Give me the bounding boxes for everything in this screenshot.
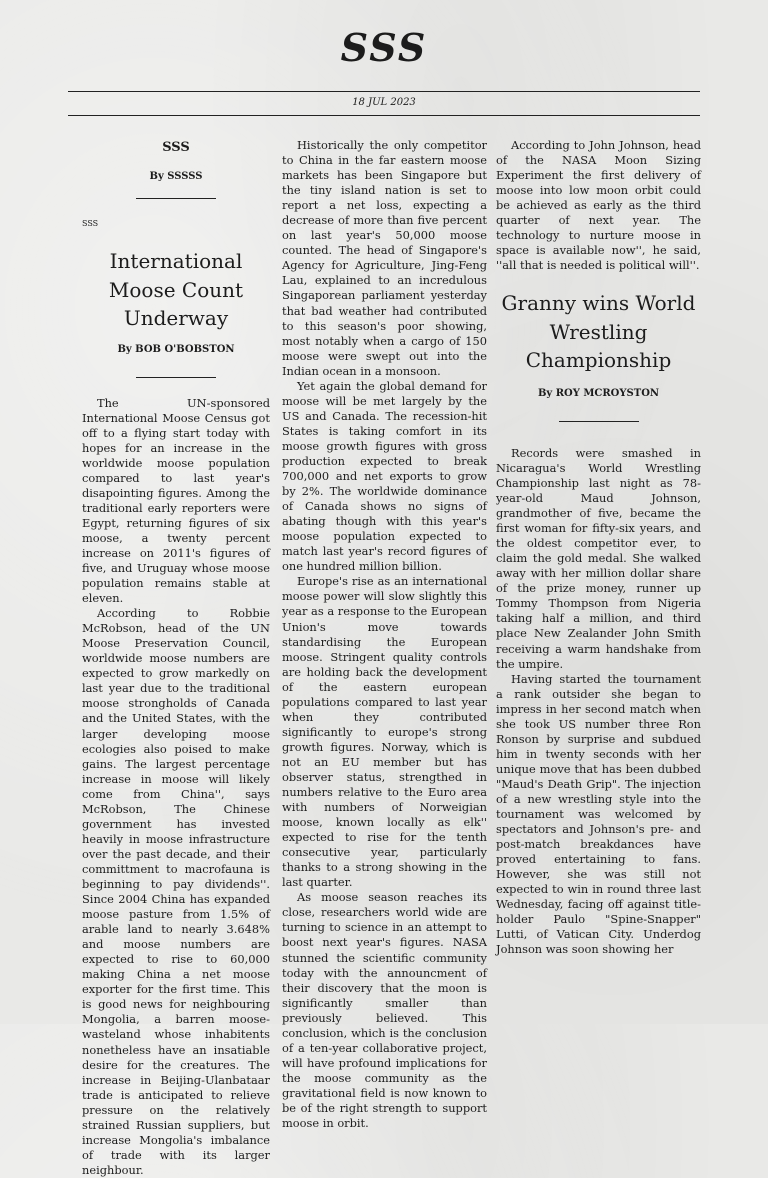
masthead-rule-bottom [68, 115, 700, 116]
section-note: SSS [82, 219, 99, 228]
article-paragraph: As moose season reaches its close, researchers world wide are turning to science in an attempt to boost next year's figures. NASA stunned the scientific community today with the announcment of their discovery that the moon is significantly smaller than previously believed. This conclusion, which is the conclusion of a ten-year collaborative project, will have profound implications for the moose community as the gravitational field is now known to be of the right strength to support moose in orbit. [282, 890, 487, 1131]
article-1-headline: International Moose Count Underway [108, 249, 244, 330]
article-paragraph: Europe's rise as an international moose power will slow slightly this year as a response to the European Union's move towards standardising the European moose. Stringent quality controls are holding back the development of the eastern european populations compared to last year when they contributed significantly to europe's strong growth figures. Norway, which is not an EU member but has observer status, strengthed in numbers relative to the Euro area with numbers of Norweigian moose, known locally as elk'' expected to rise for the tenth consecutive year, particularly thanks to a strong showing in the last quarter. [282, 574, 487, 890]
masthead-rule-top [68, 91, 700, 92]
section-byline: By SSSSS [149, 171, 203, 182]
article-2-body [496, 446, 701, 958]
masthead: SSS [340, 25, 428, 70]
article-1-body-end [496, 138, 701, 273]
section-rule [136, 198, 216, 199]
column-2 [282, 138, 487, 1131]
article-2-headline: Granny wins World Wrestling Championship [501, 291, 696, 373]
article-paragraph: Having started the tournament a rank outsider she began to impress in her second match when she took US number three Ron Ronson by surprise and subdued him in twenty seconds with her unique move that has been dubbed "Maud's Death Grip". The injection of a new wrestling style into the tournament was welcomed by spectators and Johnson's pre- and post-match breakdances have proved entertaining to fans. However, she was still not expected to win in round three last Wednesday, facing off against title-holder Paulo "Spine-Snapper" Lutti, of Vatican City. Underdog Johnson was soon showing her [496, 671, 701, 957]
article-paragraph: Records were smashed in Nicaragua's World Wrestling Championship last night as 78-year-old Maud Johnson, grandmother of five, became the first woman for fifty-six years, and the oldest competitor ever, to claim the gold medal. She walked away with her million dollar share of the prize money, runner up Tommy Thompson from Nigeria taking half a million, and third place New Zealander John Smith receiving a warm handshake from the umpire. [496, 445, 701, 671]
article-1-body [82, 396, 270, 1178]
article-1-body-continued [282, 138, 487, 1131]
column-1 [82, 138, 270, 1177]
column-3 [496, 138, 701, 1018]
article-paragraph: According to Robbie McRobson, head of the UN Moose Preservation Council, worldwide moose numbers are expected to grow markedly on last year due to the traditional moose strongholds of Canada and the United States, with the larger developing moose ecologies also poised to make gains. The largest percentage increase in moose will likely come from China'', says McRobson, The Chinese government has invested heavily in moose infrastructure over the past decade, and their committment to macrofauna is beginning to pay dividends''. Since 2004 China has expanded moose pasture from 1.5% of arable land to nearly 3.648% and moose numbers are expected to rise to 60,000 making China a net moose exporter for the first time. This is good news for neighbouring Mongolia, a barren moose-wasteland whose inhabitents nonetheless have an insatiable desire for the creatures. The increase in Beijing-Ulanbataar trade is anticipated to relieve pressure on the relatively strained Russian suppliers, but increase Mongolia's imbalance of trade with its larger neighbour. [82, 606, 270, 1177]
section-title: SSS [162, 140, 190, 155]
dateline: 18 JUL 2023 [352, 97, 416, 108]
article-paragraph: The UN-sponsored International Moose Census got off to a flying start today with hopes for an increase in the worldwide moose population compared to last year's disapointing figures. Among the traditional early reporters were Egypt, returning figures of six moose, a twenty percent increase on 2011's figures of five, and Uruguay whose moose population remains stable at eleven. [82, 395, 270, 606]
article-1-byline: By BOB O'BOBSTON [117, 343, 235, 355]
article-2-byline: By ROY MCROYSTON [537, 387, 660, 399]
article-paragraph: Yet again the global demand for moose will be met largely by the US and Canada. The recession-hit States is taking comfort in its moose growth figures with gross production expected to break 700,000 and net exports to grow by 2%. The worldwide dominance of Canada shows no signs of abating though with this year's moose population expected to match last year's record figures of one hundred million billion. [282, 378, 487, 574]
article-paragraph: Historically the only competitor to China in the far eastern moose markets has been Singapore but the tiny island nation is set to report a net loss, expecting a decrease of more than five percent on last year's 50,000 moose counted. The head of Singapore's Agency for Agriculture, Jing-Feng Lau, explained to an incredulous Singaporean parliament yesterday that bad weather had contributed to this season's poor showing, most notably when a cargo of 150 moose were swept out into the Indian ocean in a monsoon. [282, 138, 487, 378]
article-paragraph: According to John Johnson, head of the NASA Moon Sizing Experiment the first delivery of moose into low moon orbit could be achieved as early as the third quarter of next year. The technology to nurture moose in space is available now'', he said, ''all that is needed is political will''. [496, 138, 701, 273]
